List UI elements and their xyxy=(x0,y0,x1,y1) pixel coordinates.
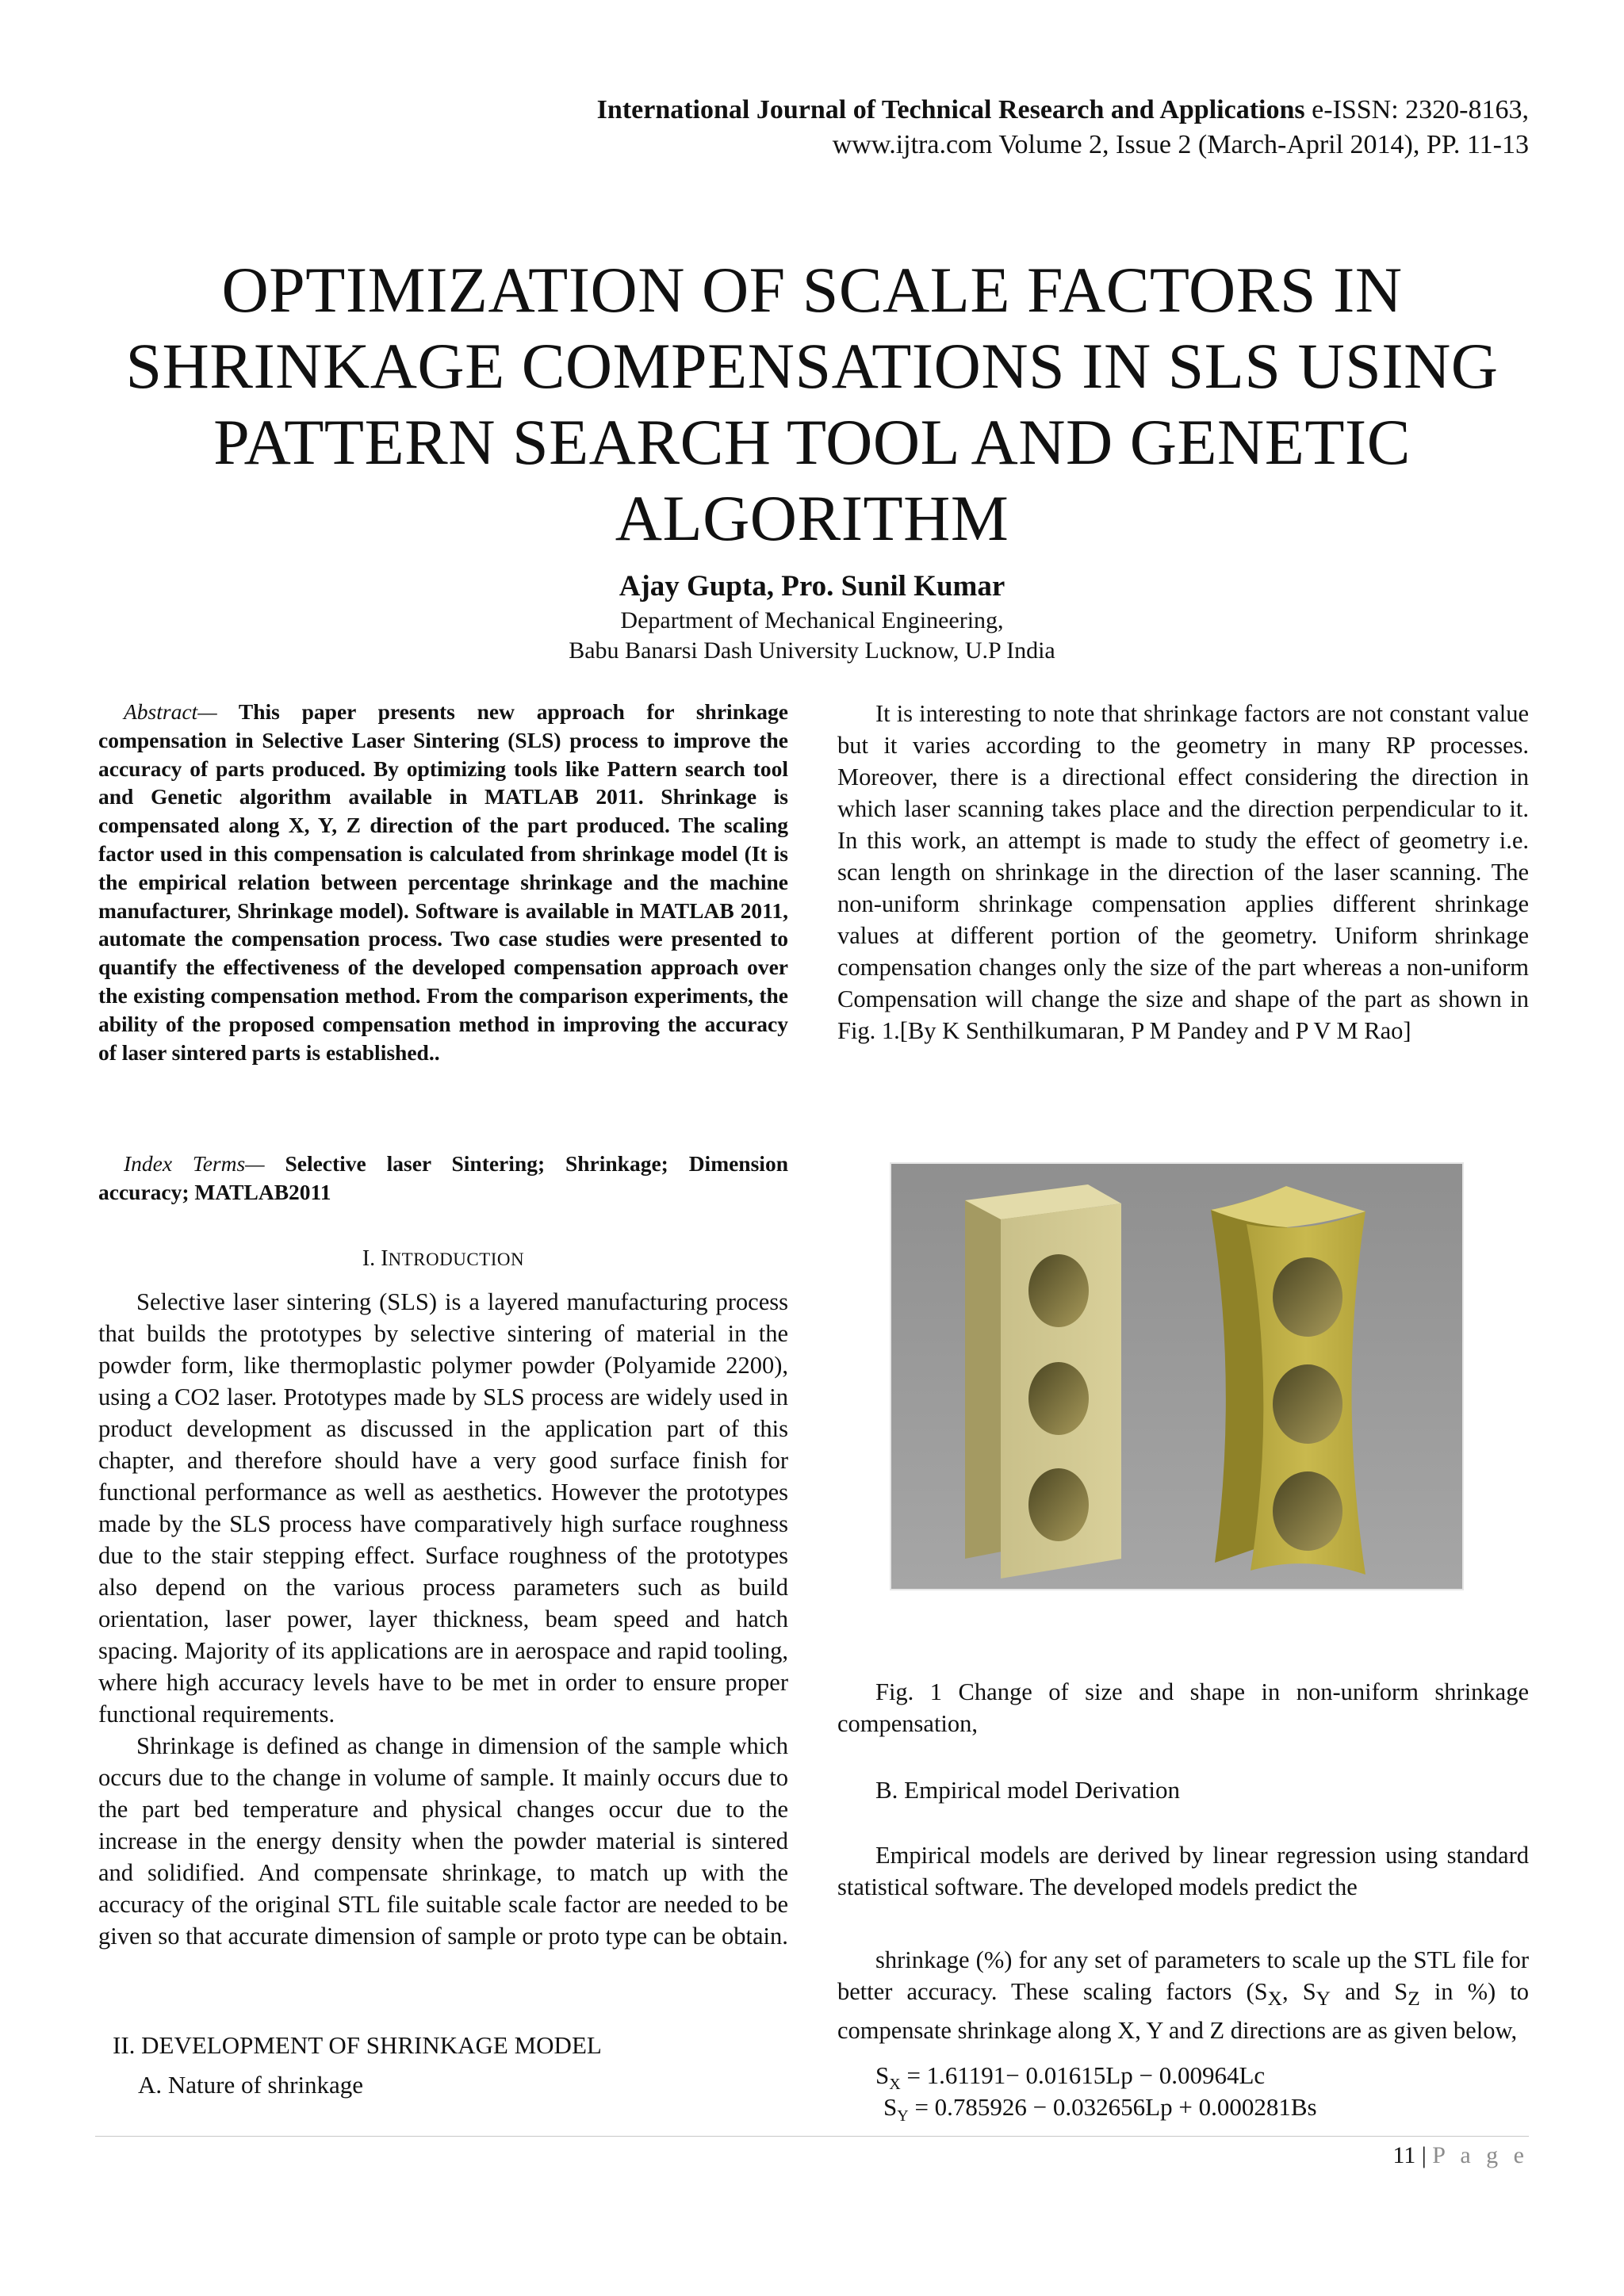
journal-volume-line: www.ijtra.com Volume 2, Issue 2 (March-April 2014), PP. 11-13 xyxy=(832,130,1529,159)
journal-header xyxy=(597,95,1529,125)
equation-sy: $S_Y = 0.785926 - 0.032656Lp + 0.000281Bs$ xyxy=(883,2093,1317,2126)
right-column-body xyxy=(837,698,1529,1047)
affiliation-university: Babu Banarsi Dash University Lucknow, U.P India xyxy=(569,637,1055,664)
journal-name: International Journal of Technical Research and Applications xyxy=(596,95,1305,124)
section-heading-introduction: I. INTRODUCTION xyxy=(362,1246,525,1271)
equation-sx: $S_X = 1.61191- 0.01615Lp - 0.00964Lc$ xyxy=(875,2061,1266,2094)
paragraph: It is interesting to note that shrinkage factors are not constant value but it varies according to the geometry in many RP processes. Moreover, there is a directional effect considering the direction in which laser scanning takes place and the direction perpendicular to it. In this work, an attempt is made to study the effect of geometry i.e. scan length on shrinkage in the direction of the laser scanning. The non-uniform shrinkage compensation applies different shrinkage values at different portion of the geometry. Uniform shrinkage compensation changes only the size of the part whereas a non-uniform Compensation will change the size and shape of the part as shown in Fig. 1.[By K Senthilkumaran, P M Pandey and P V M Rao] xyxy=(837,700,1529,1044)
page-number: 11 | P a g e xyxy=(1392,2142,1529,2168)
footer-rule xyxy=(95,2136,1529,2137)
non-uniform-part xyxy=(1211,1186,1365,1575)
figure-shrinkage-parts xyxy=(890,1162,1464,1590)
index-terms-label: Index Terms— xyxy=(124,1151,265,1176)
empirical-paragraph-2: shrinkage (%) for any set of parameters to scale up the STL file for better accuracy. These scaling factors ($S_X$, $S_Y$ and $S_Z$ in %) to compensate shrinkage along X, Y and Z directions are as given below, xyxy=(837,1946,1530,2045)
abstract xyxy=(98,698,788,1066)
title-line: ALGORITHM xyxy=(615,482,1009,554)
paragraph: Selective laser sintering (SLS) is a layered manufacturing process that builds the prototypes by selective sintering of material in the powder form, like thermoplastic polymer powder (Polyamide 2200), using a CO2 laser. Prototypes made by SLS process are widely used in product development as discussed in the application part of this chapter, and therefore should have a very good surface finish for functional performance as well as aesthetics. However the prototypes made by the SLS process have comparatively high surface roughness due to the stair stepping effect. Surface roughness of the prototypes also depend on the various process parameters such as build orientation, laser power, layer thickness, beam speed and hatch spacing. Majority of its applications are in aerospace and rapid tooling, where high accuracy levels have to be met in order to ensure proper functional requirements. xyxy=(98,1288,788,1728)
title-line: OPTIMIZATION OF SCALE FACTORS IN xyxy=(221,254,1403,326)
paper-title xyxy=(95,252,1529,557)
figure-caption: Fig. 1 Change of size and shape in non-uniform shrinkage compensation, xyxy=(837,1678,1529,1737)
abstract-text: This paper presents new approach for shrinkage compensation in Selective Laser Sintering (SLS) process to improve the accuracy of parts produced. By optimizing tools like Pattern search tool and Genetic algorithm available in MATLAB 2011. Shrinkage is compensated along X, Y, Z direction of the part produced. The scaling factor used in this compensation is calculated from shrinkage model (It is the empirical relation between percentage shrinkage and the machine manufacturer, Shrinkage model). Software is available in MATLAB 2011, automate the compensation process. Two case studies were presented to quantify the effectiveness of the developed compensation approach over the existing compensation method. From the comparison experiments, the ability of the proposed compensation method in improving the accuracy of laser sintered parts is established.. xyxy=(98,699,788,1065)
title-line: PATTERN SEARCH TOOL AND GENETIC xyxy=(213,406,1411,478)
uniform-part xyxy=(965,1184,1121,1578)
empirical-paragraph-1: Empirical models are derived by linear regression using standard statistical software. The developed models predict the xyxy=(837,1842,1529,1900)
paragraph: Shrinkage is defined as change in dimension of the sample which occurs due to the change in volume of sample. It mainly occurs due to the part bed temperature and physical changes occur due to the increase in the energy density when the powder material is sintered and solidified. And compensate shrinkage, to match up with the accuracy of the original STL file suitable scale factor are needed to be given so that accurate dimension of sample or proto type can be obtain. xyxy=(98,1732,788,1950)
authors: Ajay Gupta, Pro. Sunil Kumar xyxy=(619,570,1005,603)
section-heading-shrinkage-model: II. DEVELOPMENT OF SHRINKAGE MODEL xyxy=(113,2031,602,2059)
subsection-heading-empirical: B. Empirical model Derivation xyxy=(875,1776,1180,1804)
title-line: SHRINKAGE COMPENSATIONS IN SLS USING xyxy=(125,330,1499,402)
index-terms xyxy=(98,1150,788,1207)
index-terms-text: Selective laser Sintering; Shrinkage; Dimension accuracy; MATLAB2011 xyxy=(98,1151,788,1204)
figure-image xyxy=(890,1162,1464,1590)
affiliation-dept: Department of Mechanical Engineering, xyxy=(620,607,1004,633)
subsection-heading-nature: A. Nature of shrinkage xyxy=(138,2071,364,2099)
journal-issn: e-ISSN: 2320-8163, xyxy=(1304,95,1529,124)
abstract-label: Abstract— xyxy=(124,699,217,724)
introduction-body xyxy=(98,1286,788,1952)
